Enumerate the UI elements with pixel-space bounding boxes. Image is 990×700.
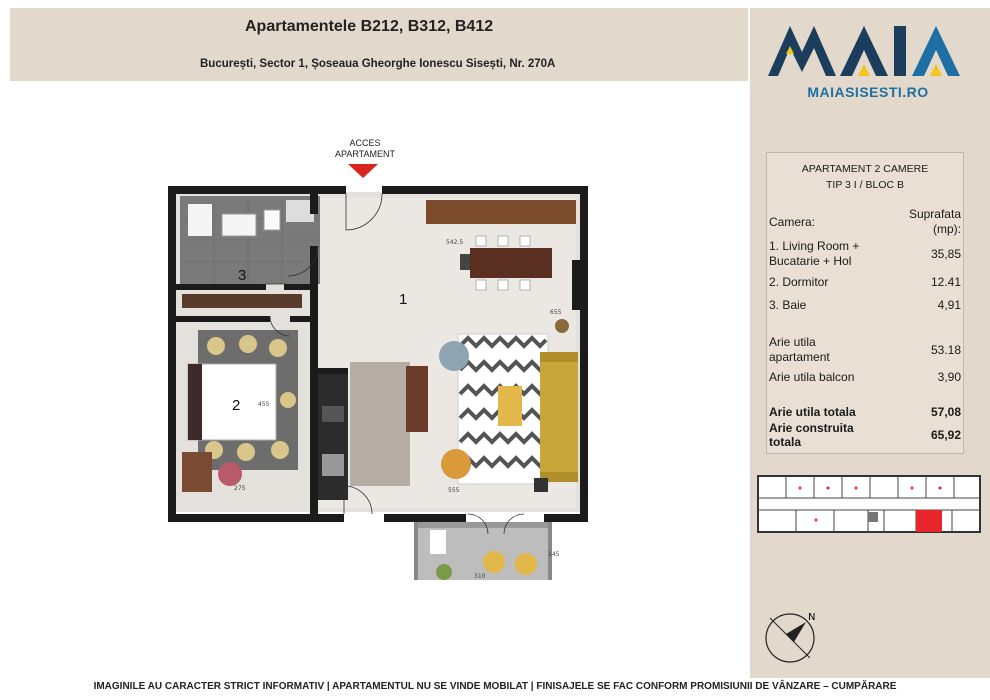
room-area: 35,85 bbox=[930, 247, 961, 261]
spec-room-row bbox=[769, 298, 961, 314]
key-plan bbox=[756, 470, 984, 548]
total-built-value: 65,92 bbox=[930, 428, 961, 442]
total-built-label-2: totala bbox=[769, 435, 802, 449]
compass-north-label: N bbox=[808, 612, 816, 623]
room-name: 2. Dormitor bbox=[769, 275, 829, 289]
apartment-spec-table bbox=[766, 152, 964, 454]
dimension-label: 455 bbox=[258, 401, 270, 408]
room-name-2: Bucatarie + Hol bbox=[769, 254, 852, 268]
spec-total-useful-row bbox=[769, 405, 961, 421]
room-name: 3. Baie bbox=[769, 298, 807, 312]
dimension-label: 310 bbox=[474, 573, 486, 580]
spec-useful-balcony-row bbox=[769, 370, 961, 386]
dimension-label: 655 bbox=[550, 309, 562, 316]
useful-balcony-label: Arie utila balcon bbox=[769, 370, 855, 384]
access-label-line1: ACCES bbox=[349, 138, 381, 148]
col-room-header: Camera: bbox=[769, 215, 816, 229]
address: București, Sector 1, Șoseaua Gheorghe Ionescu Sisești, Nr. 270A bbox=[200, 58, 556, 70]
col-area-header-1: Suprafata bbox=[908, 207, 961, 221]
page-title: Apartamentele B212, B312, B412 bbox=[245, 18, 494, 35]
room-area: 4,91 bbox=[937, 298, 961, 312]
room-number-bedroom: 2 bbox=[232, 397, 241, 414]
col-area-header-2: (mp): bbox=[933, 222, 961, 236]
useful-balcony-value: 3,90 bbox=[937, 370, 961, 384]
room-number-living: 1 bbox=[399, 291, 408, 308]
useful-apartment-label: Arie utila bbox=[769, 335, 816, 349]
header-band bbox=[10, 8, 748, 81]
spec-total-built-row bbox=[769, 421, 961, 451]
footer-disclaimer: IMAGINILE AU CARACTER STRICT INFORMATIV | APARTAMENTUL NU SE VINDE MOBILAT | FINISAJELE SE FAC CONFORM PROMISIUNII DE VÂNZARE – CUMPĂRARE bbox=[93, 681, 897, 692]
highlighted-unit bbox=[916, 510, 942, 532]
maia-logo bbox=[768, 16, 972, 80]
useful-apartment-label-2: apartament bbox=[769, 350, 830, 364]
dimension-label: 275 bbox=[234, 485, 246, 492]
total-useful-label: Arie utila totala bbox=[769, 405, 856, 419]
room-area: 12.41 bbox=[930, 275, 961, 289]
dimension-label: 555 bbox=[448, 487, 460, 494]
compass-icon bbox=[756, 604, 824, 672]
spec-room-row bbox=[769, 239, 961, 269]
access-label-line2: APARTAMENT bbox=[334, 149, 395, 159]
total-useful-value: 57,08 bbox=[930, 405, 961, 419]
useful-apartment-value: 53.18 bbox=[930, 343, 961, 357]
spec-room-row bbox=[769, 275, 961, 291]
total-built-label: Arie construita bbox=[769, 421, 854, 435]
spec-header-row bbox=[769, 207, 961, 237]
spec-subtitle: TIP 3 I / BLOC B bbox=[825, 179, 904, 191]
floor-plan bbox=[168, 130, 588, 585]
dimension-label: 145 bbox=[548, 551, 560, 558]
website-label[interactable]: MAIASISESTI.RO bbox=[807, 84, 929, 100]
spec-useful-apartment-row bbox=[769, 335, 961, 365]
spec-title: APARTAMENT 2 CAMERE bbox=[801, 163, 929, 175]
dimension-label: 542.5 bbox=[446, 239, 464, 246]
entry-arrow-icon bbox=[348, 164, 378, 178]
room-number-bathroom: 3 bbox=[238, 267, 247, 284]
room-name: 1. Living Room + bbox=[769, 239, 860, 253]
